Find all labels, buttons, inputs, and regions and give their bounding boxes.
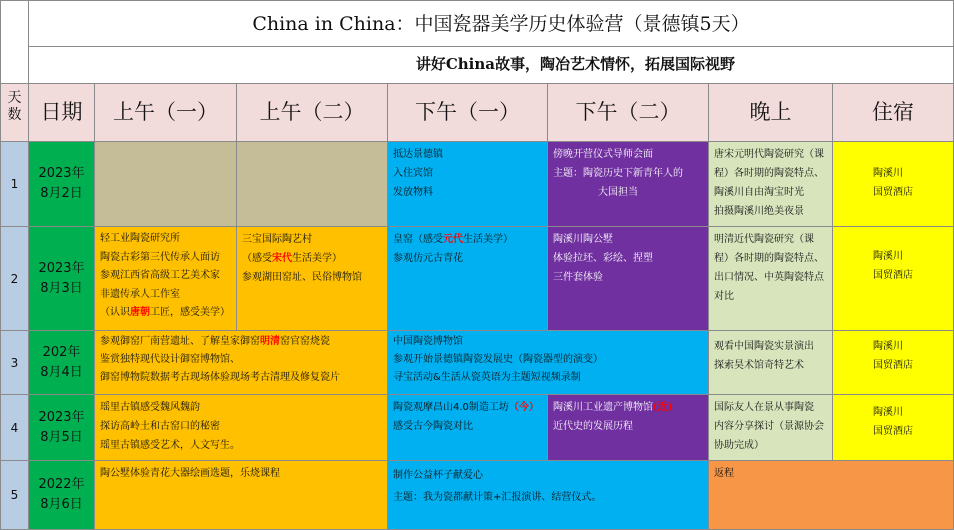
activity-line: 参观开始景德镇陶瓷发展史（陶瓷器型的演变） <box>393 354 603 365</box>
highlight-text: （今） <box>508 402 539 413</box>
row5-pm <box>388 461 709 530</box>
lodging-line: 国贸酒店 <box>873 270 913 281</box>
activity-line <box>553 398 703 417</box>
text-segment: 窑官窑烧瓷 <box>280 336 330 347</box>
row3-am <box>95 331 388 395</box>
date-year: 2022年 <box>38 477 85 492</box>
header-pm1: 下午（一） <box>388 84 548 142</box>
text-segment: （感受 <box>242 253 272 264</box>
activity-line: 三宝国际陶艺村 <box>242 234 312 245</box>
day-number: 4 <box>0 395 29 461</box>
day-number: 3 <box>0 331 29 395</box>
activity-line <box>393 230 542 249</box>
row2-am2 <box>237 227 388 331</box>
date-day: 8月5日 <box>40 429 83 445</box>
activity-line <box>100 304 231 323</box>
activity-line: 陶溪川陶公墅 <box>553 234 613 245</box>
date-cell <box>29 461 95 530</box>
activity-line: 抵达景德镇 <box>393 149 443 160</box>
activity-line: 傍晚开营仪式导师会面 <box>553 149 653 160</box>
text-segment: （认识 <box>100 307 130 318</box>
activity-line: 大国担当 <box>598 187 638 198</box>
activity-line: 主题：陶瓷历史下新青年人的 <box>553 168 683 179</box>
text-segment: 参观御窑厂南营遗址、了解皇家御窑 <box>100 336 260 347</box>
text-segment: 生活美学） <box>292 253 342 264</box>
date-cell <box>29 331 95 395</box>
text-segment: 陶瓷观摩昌山4.0制造工坊 <box>393 402 509 413</box>
page-title: China in China：中国瓷器美学历史体验营（景德镇5天） <box>29 0 954 47</box>
lodging-line: 国贸酒店 <box>873 426 913 437</box>
date-year: 2023年 <box>38 409 85 425</box>
activity-line: 体验拉坯、彩绘、捏塑 <box>553 253 653 264</box>
date-day: 8月3日 <box>40 280 83 296</box>
text-segment: 陶溪川工业遗产博物馆 <box>553 402 653 413</box>
activity-line: 探索昊术馆奇特艺术 <box>714 360 804 371</box>
header-lodging: 住宿 <box>833 84 954 142</box>
day-number: 1 <box>0 142 29 227</box>
activity-line: 轻工业陶瓷研究所 <box>100 233 180 244</box>
highlight-text: (近) <box>653 402 673 413</box>
lodging-line: 陶溪川 <box>873 168 903 179</box>
header-pm2: 下午（二） <box>548 84 709 142</box>
row2-am1 <box>95 227 237 331</box>
activity-line: 三件套体验 <box>553 272 603 283</box>
activity-line: 入住宾馆 <box>393 168 433 179</box>
activity-line: 返程 <box>714 468 734 479</box>
row1-am2 <box>237 142 388 227</box>
text-segment: 生活美学） <box>463 234 513 245</box>
highlight-text: 明清 <box>260 336 280 347</box>
header-am2: 上午（二） <box>237 84 388 142</box>
activity-line: 感受古今陶瓷对比 <box>393 421 473 432</box>
date-cell <box>29 395 95 461</box>
row3-evening <box>709 331 833 395</box>
activity-line: 寻宝活动&生活从瓷英语为主题短视频录制 <box>393 372 581 383</box>
date-cell <box>29 227 95 331</box>
activity-line: 出口情况、中英陶瓷特点 <box>714 272 824 283</box>
row1-am1 <box>95 142 237 227</box>
activity-line: 非遗传承人工作室 <box>100 288 180 300</box>
day-number: 2 <box>0 227 29 331</box>
row1-pm2 <box>548 142 709 227</box>
activity-line <box>100 333 382 351</box>
activity-line <box>393 398 542 417</box>
header-evening: 晚上 <box>709 84 833 142</box>
row4-am <box>95 395 388 461</box>
row1-evening <box>709 142 833 227</box>
day-number: 5 <box>0 461 29 530</box>
date-year: 202年 <box>42 344 81 360</box>
row2-evening <box>709 227 833 331</box>
date-year: 2023年 <box>38 260 85 276</box>
activity-line: 内容分享探讨（景源协会 <box>714 421 824 432</box>
row4-pm1 <box>388 395 548 461</box>
activity-line: 陶瓷古彩第三代传承人面访 <box>100 251 220 263</box>
date-cell <box>29 142 95 227</box>
lodging-line: 国贸酒店 <box>873 187 913 198</box>
activity-line: 发放物料 <box>393 187 433 198</box>
header-days-line1: 天 <box>7 90 22 106</box>
activity-line: 程）各时期的陶瓷特点、 <box>714 168 824 179</box>
activity-line: 国际友人在景从事陶瓷 <box>714 402 814 413</box>
row1-lodging <box>833 142 954 227</box>
highlight-text: 元代 <box>443 234 463 245</box>
activity-line: 制作公益杯子献爱心 <box>393 470 483 481</box>
row2-pm2 <box>548 227 709 331</box>
lodging-line: 陶溪川 <box>873 251 903 262</box>
row4-lodging <box>833 395 954 461</box>
header-days <box>0 84 29 142</box>
text-segment: 工匠，感受美学） <box>150 307 230 318</box>
activity-line: 参观江西省高级工艺美术家 <box>100 270 220 281</box>
row1-pm1 <box>388 142 548 227</box>
row5-am <box>95 461 388 530</box>
row2-lodging <box>833 227 954 331</box>
corner-cell <box>0 0 29 84</box>
lodging-line: 国贸酒店 <box>873 360 913 371</box>
header-days-line2: 数 <box>7 107 22 123</box>
header-date: 日期 <box>29 84 95 142</box>
header-am1: 上午（一） <box>95 84 237 142</box>
activity-line: 陶公墅体验青花大器绘画选题，乐烧课程 <box>100 468 280 479</box>
row3-lodging <box>833 331 954 395</box>
activity-line: 观看中国陶瓷实景演出 <box>714 341 814 352</box>
activity-line: 程）各时期的陶瓷特点、 <box>714 253 824 264</box>
row3-pm <box>388 331 709 395</box>
activity-line: 陶溪川自由淘宝时光 <box>714 187 804 198</box>
activity-line: 参观湖田窑址、民俗博物馆 <box>242 272 362 283</box>
activity-line: 中国陶瓷博物馆 <box>393 336 463 347</box>
date-day: 8月6日 <box>40 497 83 512</box>
activity-line: 御窑博物院数据考古现场体验现场考古清理及修复瓷片 <box>100 372 340 383</box>
activity-line: 鉴赏独特现代设计御窑博物馆、 <box>100 354 240 365</box>
page-subtitle: 讲好China故事，陶冶艺术情怀，拓展国际视野 <box>29 47 954 84</box>
lodging-line: 陶溪川 <box>873 341 903 352</box>
date-day: 8月2日 <box>40 186 83 201</box>
highlight-text: 宋代 <box>272 253 292 264</box>
activity-line: 对比 <box>714 291 734 302</box>
activity-line: 明清近代陶瓷研究（课 <box>714 234 814 245</box>
row5-evening <box>709 461 954 530</box>
row2-pm1 <box>388 227 548 331</box>
activity-line: 瑶里古镇感受魏风魏韵 <box>100 402 200 413</box>
row4-pm2 <box>548 395 709 461</box>
activity-line: 近代史的发展历程 <box>553 421 633 432</box>
date-year: 2023年 <box>38 166 85 181</box>
activity-line: 探访高岭土和古窑口的秘密 <box>100 421 220 432</box>
activity-line: 协助完成） <box>714 440 764 451</box>
highlight-text: 唐朝 <box>130 307 150 318</box>
text-segment: 皇窑（感受 <box>393 234 443 245</box>
date-day: 8月4日 <box>40 364 83 380</box>
lodging-line: 陶溪川 <box>873 407 903 418</box>
activity-line: 主题：我为瓷都献计策+汇报演讲、结营仪式。 <box>393 492 602 503</box>
activity-line <box>242 249 382 268</box>
row4-evening <box>709 395 833 461</box>
activity-line: 拍摄陶溪川绝美夜景 <box>714 206 804 217</box>
activity-line: 参观仿元古青花 <box>393 253 463 264</box>
activity-line: 瑶里古镇感受艺术，人文写生。 <box>100 440 240 451</box>
activity-line: 唐宋元明代陶瓷研究（课 <box>714 149 824 160</box>
